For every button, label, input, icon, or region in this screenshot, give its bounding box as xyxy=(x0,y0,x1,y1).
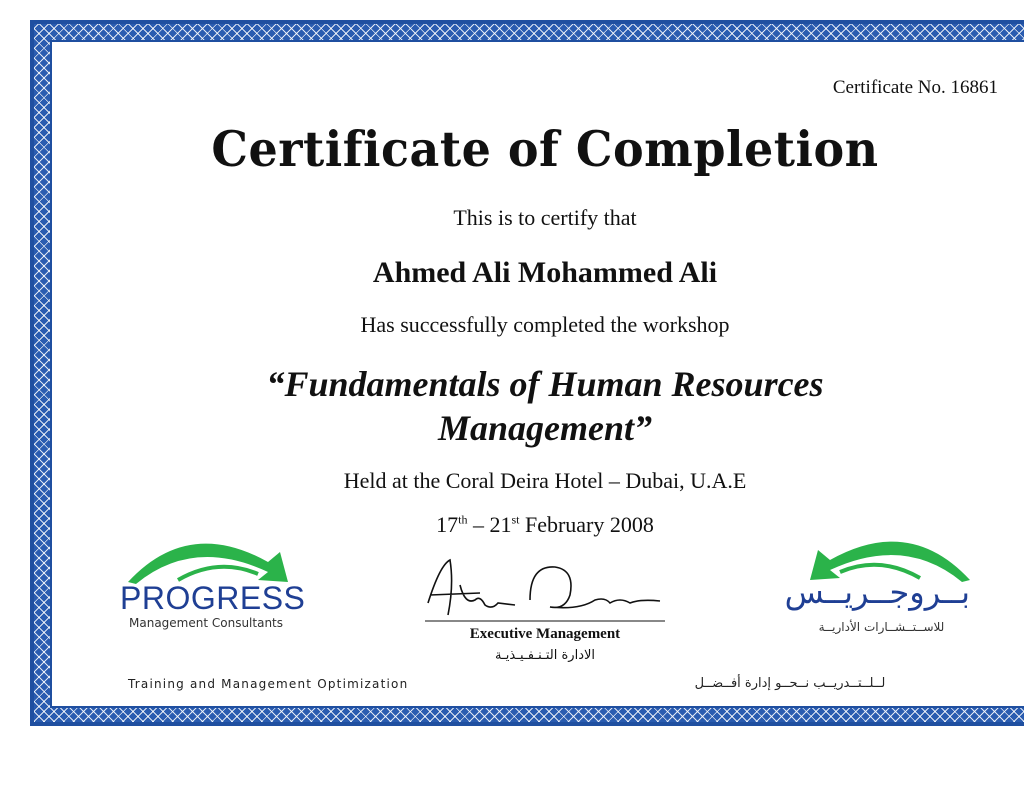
progress-logo-text: PROGRESS xyxy=(120,580,306,616)
certify-text: This is to certify that xyxy=(453,205,637,230)
signature-title-arabic: الادارة التـنـفـيـذيـة xyxy=(494,648,596,663)
recipient-name: Ahmed Ali Mohammed Ali xyxy=(372,256,718,289)
workshop-title xyxy=(40,362,1024,450)
certificate-title: Certificate of Completion xyxy=(211,120,879,178)
footer-tagline-arabic: لــلــتــدريــب نــحــو إدارة أفــضــل xyxy=(694,676,886,691)
progress-arabic-logo-text: بــروجــريــس xyxy=(784,573,970,611)
progress-logo-tagline: Management Consultants xyxy=(129,616,284,630)
workshop-title-line1: “Fundamentals of Human Resources xyxy=(266,364,824,404)
signature-title: Executive Management xyxy=(469,626,621,642)
footer-tagline: Training and Management Optimization xyxy=(128,677,409,691)
workshop-title-line2: Management” xyxy=(437,408,652,448)
date-end-suffix: st xyxy=(511,512,520,527)
completed-text: Has successfully completed the workshop xyxy=(360,312,730,337)
venue-text: Held at the Coral Deira Hotel – Dubai, U.A.E xyxy=(343,468,747,493)
date-start-suffix: th xyxy=(458,512,468,527)
date-start-day: 17 xyxy=(436,512,459,537)
signature xyxy=(420,555,670,625)
certificate-number: Certificate No. 16861 xyxy=(832,77,998,98)
date-separator: – 21 xyxy=(467,512,512,537)
date-month-year: February 2008 xyxy=(519,512,654,537)
progress-arabic-logo-tagline: للاســتــشــارات الأداريــة xyxy=(818,620,945,634)
